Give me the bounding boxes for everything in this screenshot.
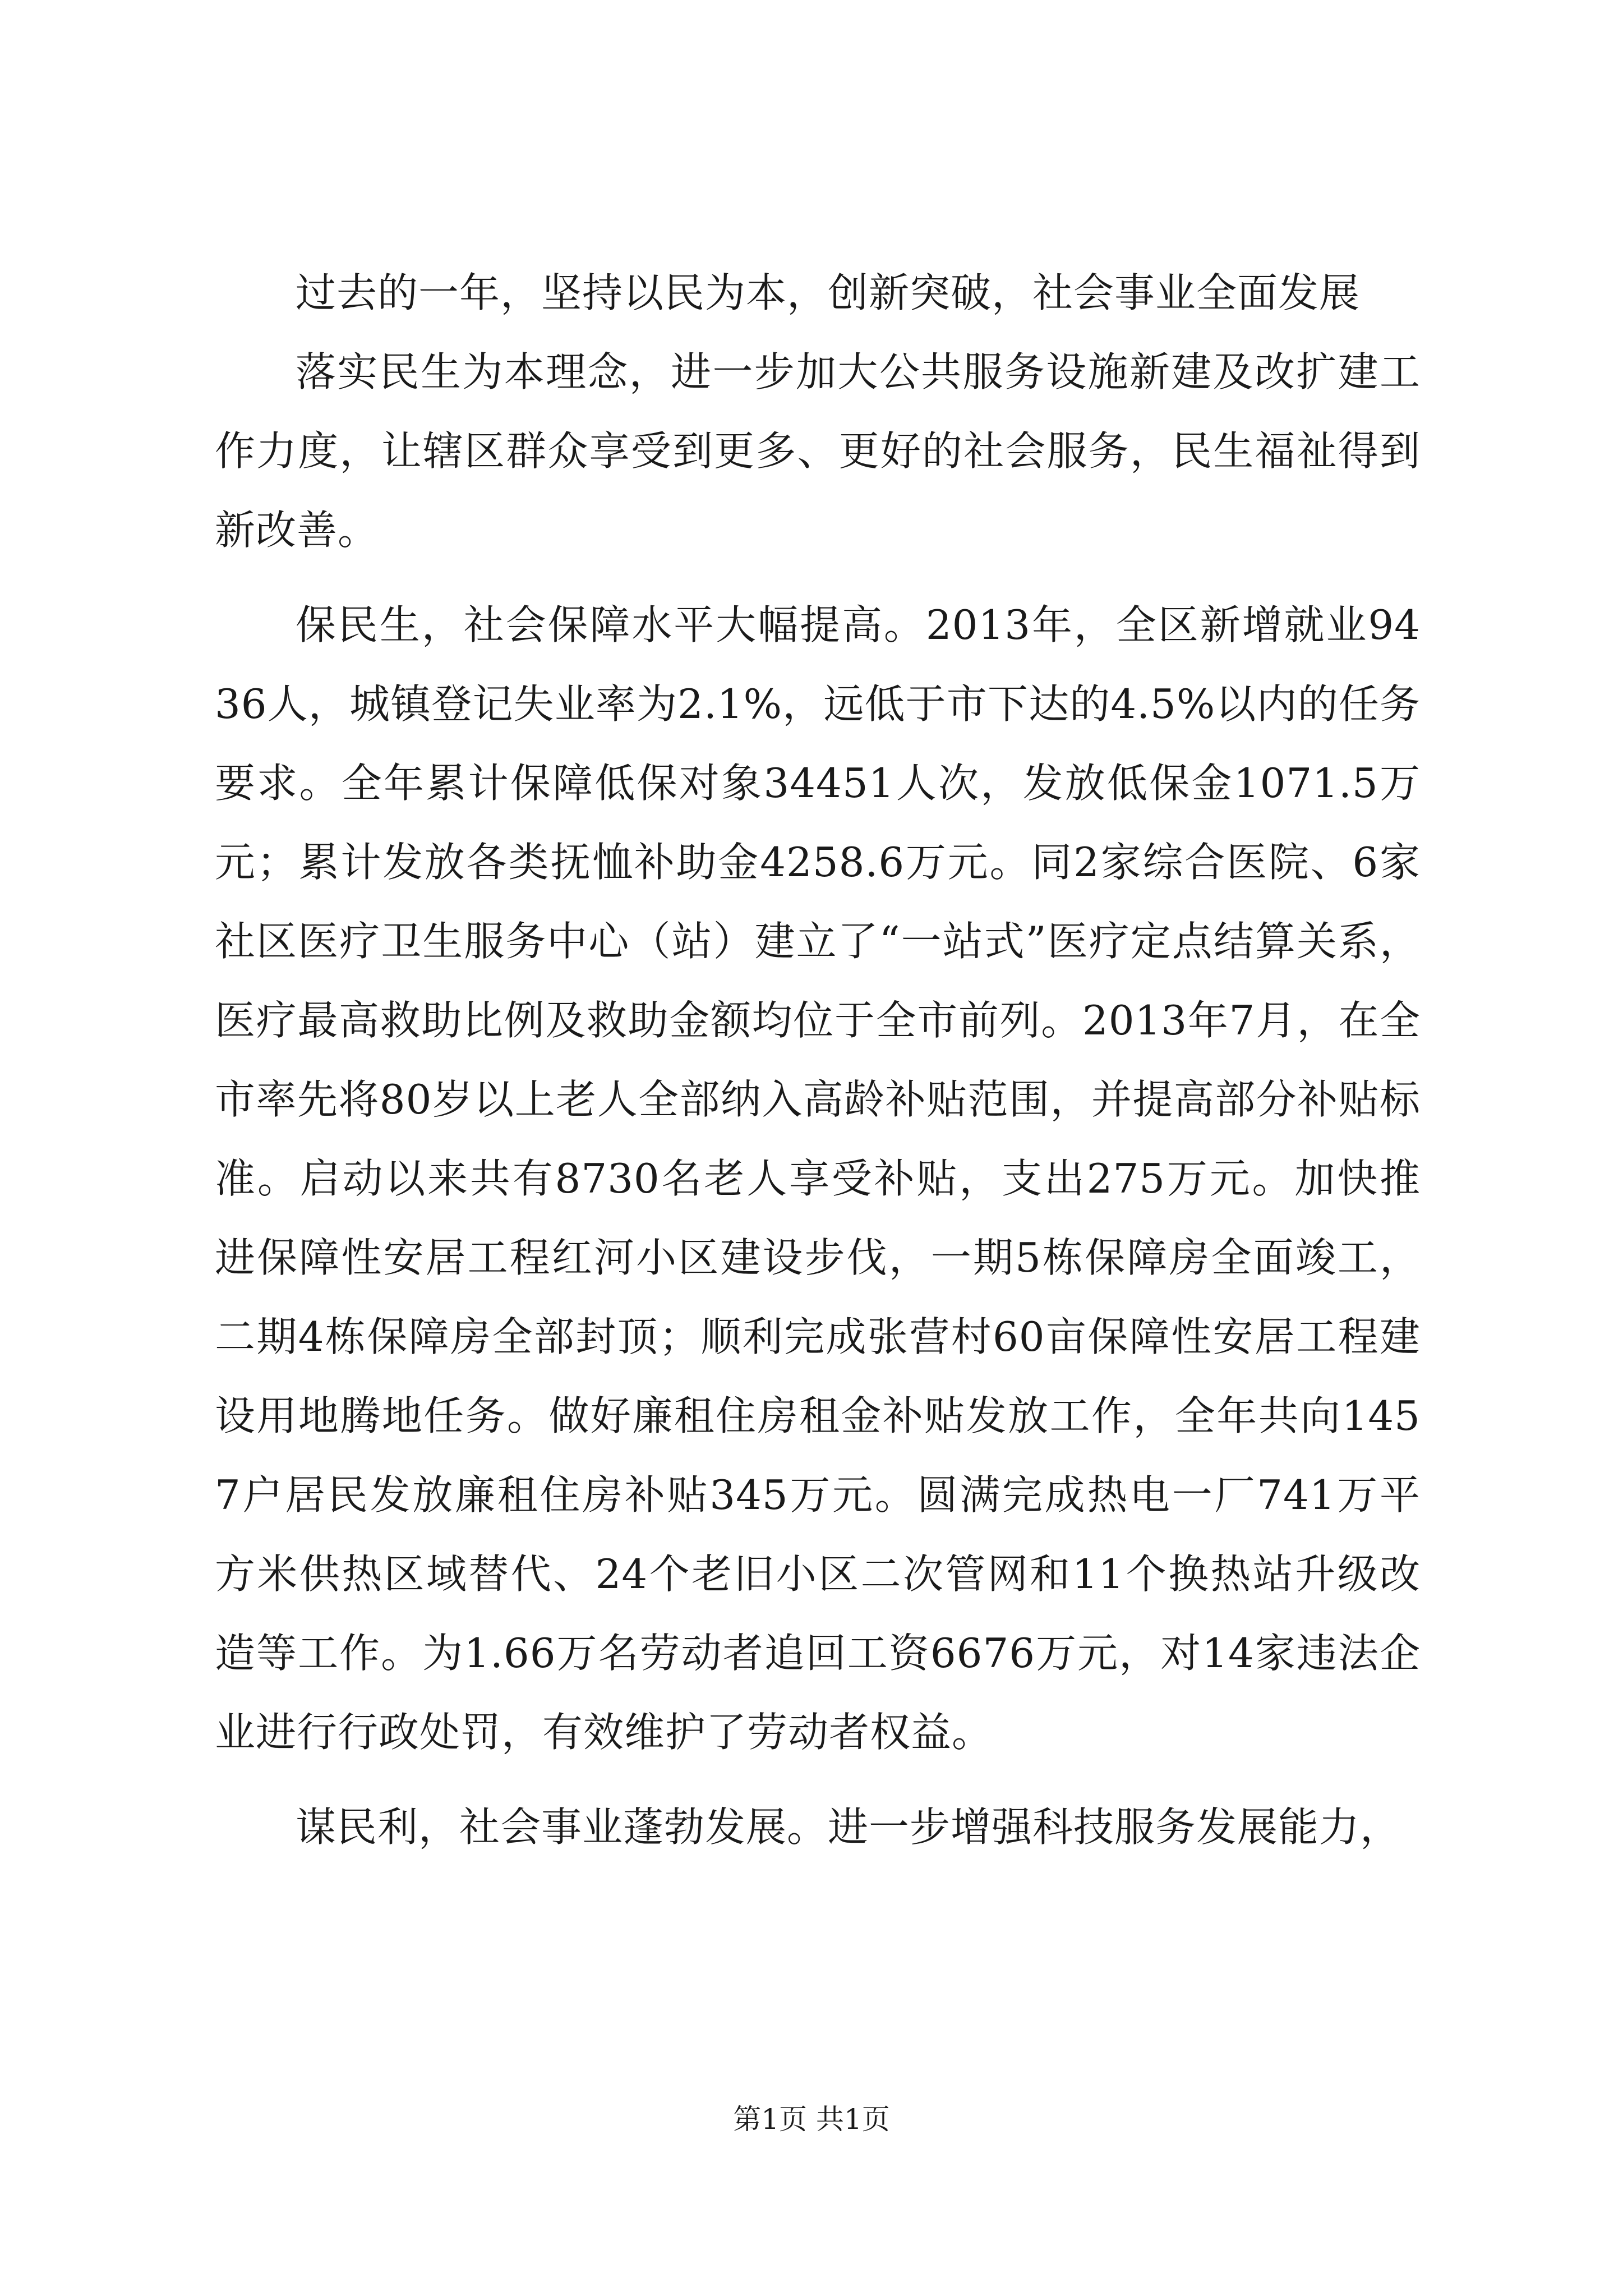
paragraph-social-security: 保民生，社会保障水平大幅提高。2013年，全区新增就业9436人，城镇登记失业率为2.1%，远低于市下达的4.5%以内的任务要求。全年累计保障低保对象34451人次，发放低保金1071.5万元；累计发放各类抚恤补助金4258.6万元。同2家综合医院、6家社区医疗卫生服务中心（站）建立了“一站式”医疗定点结算关系，医疗最高救助比例及救助金额均位于全市前列。2013年7月，在全市率先将80岁以上老人全部纳入高龄补贴范围，并提高部分补贴标准。启动以来共有8730名老人享受补贴，支出275万元。加快推进保障性安居工程红河小区建设步伐，一期5栋保障房全面竣工，二期4栋保障房全部封顶；顺利完成张营村60亩保障性安居工程建设用地腾地任务。做好廉租住房租金补贴发放工作，全年共向1457户居民发放廉租住房补贴345万元。圆满完成热电一厂741万平方米供热区域替代、24个老旧小区二次管网和11个换热站升级改造等工作。为1.66万名劳动者追回工资6676万元，对14家违法企业进行行政处罚，有效维护了劳动者权益。 <box>215 601 1421 1756</box>
paragraph-livelihood-intro: 落实民生为本理念，进一步加大公共服务设施新建及改扩建工作力度，让辖区群众享受到更多、更好的社会服务，民生福祉得到新改善。 <box>215 348 1421 554</box>
paragraph-summary-heading: 过去的一年，坚持以民为本，创新突破，社会事业全面发展 <box>296 269 1361 316</box>
page-footer: 第1页 共1页 <box>733 2103 890 2136</box>
paragraph-social-undertakings: 谋民利，社会事业蓬勃发展。进一步增强科技服务发展能力， <box>296 1803 1401 1851</box>
document-body <box>215 254 1421 1867</box>
